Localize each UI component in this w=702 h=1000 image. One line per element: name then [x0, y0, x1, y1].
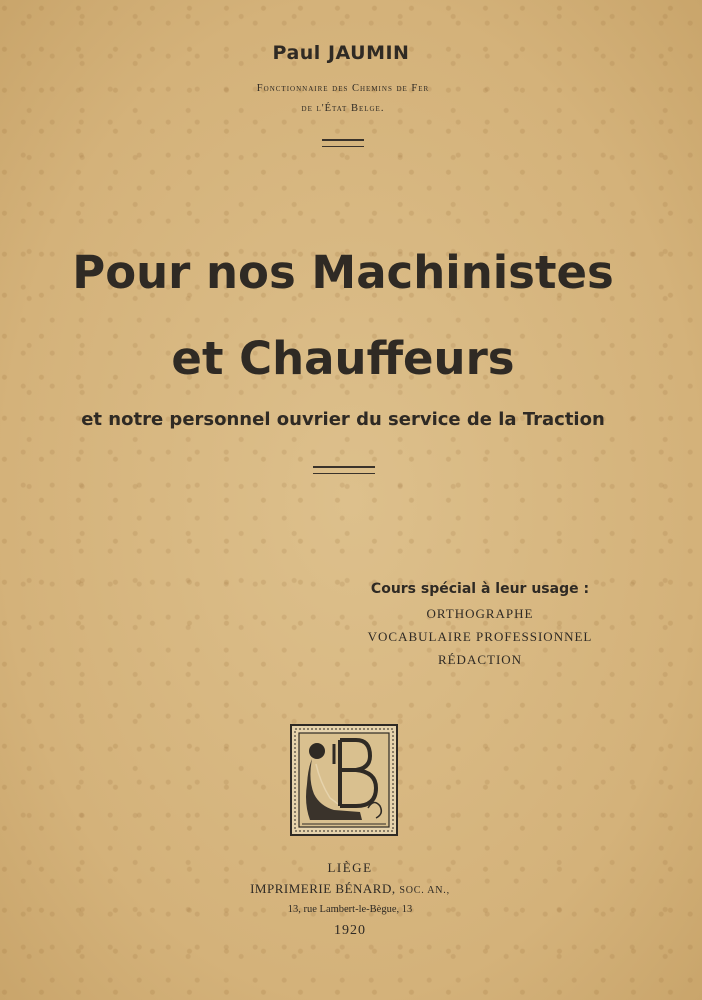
subtitle: et notre personnel ouvrier du service de la Traction: [81, 409, 605, 430]
course-item: VOCABULAIRE PROFESSIONNEL: [367, 629, 593, 644]
imprint-year: 1920: [334, 923, 366, 938]
imprint-printer: [200, 881, 500, 897]
course-block: [340, 581, 620, 671]
printer-suffix: SOC. AN.,: [399, 885, 450, 896]
course-item: ORTHOGRAPHE: [426, 606, 534, 621]
printer-monogram-emblem-icon: [290, 724, 398, 836]
title-line1: Pour nos Machinistes: [72, 246, 614, 299]
divider-rule: [313, 466, 375, 474]
author-function-line1: Fonctionnaire des Chemins de Fer: [256, 83, 430, 94]
author-function: [0, 79, 694, 119]
course-item: RÉDACTION: [437, 652, 523, 667]
imprint-block: [200, 860, 500, 939]
imprint-address: 13, rue Lambert-le-Bègue, 13: [287, 904, 413, 915]
divider-rule: [322, 139, 364, 147]
imprint-city: LIÈGE: [327, 860, 373, 875]
printer-name: IMPRIMERIE BÉNARD,: [250, 881, 396, 896]
course-heading: Cours spécial à leur usage :: [370, 581, 590, 597]
author-name: [0, 42, 692, 64]
author-last-name: JAUMIN: [327, 42, 410, 64]
author-function-line2: de l'État Belge.: [301, 103, 385, 114]
author-first-name: Paul: [272, 42, 321, 64]
title-line2: et Chauffeurs: [171, 332, 515, 385]
